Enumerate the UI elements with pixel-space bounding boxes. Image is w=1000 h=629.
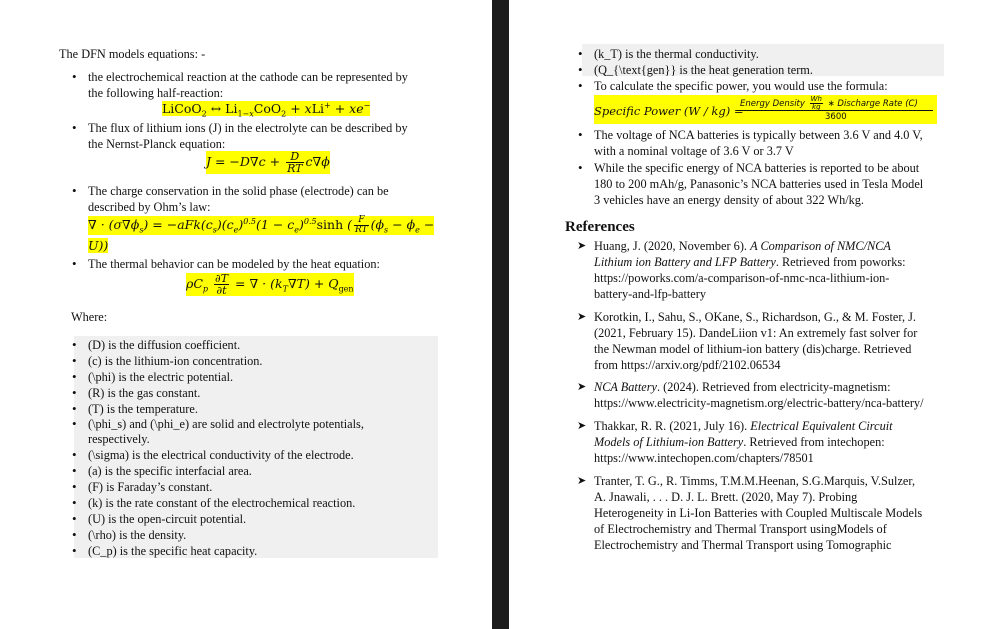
ohms-law-equation-line1: ∇ · $(\sigma\nabla\phi_s) = -aFk(c_s)(c_e)^{0.5}(1 - c_e)^{0.5}\sinh$ ( $\frac{F}{RT}$ ($\phi_s - \phi_e$ − (88, 215, 435, 235)
ref-tranter-line2: A. Jnawali, . . . D. J. L. Brett. (2020, May 7). Probing (594, 490, 858, 504)
ref-korotkin-url[interactable]: from https://arxiv.org/pdf/2102.06534 (594, 358, 781, 372)
ref-thakkar-title: Electrical Equivalent Circuit (750, 419, 893, 433)
ref-huang-url[interactable]: https://poworks.com/a-comparison-of-nmc-nca-lithium-ion- (594, 271, 890, 285)
ref-korotkin-line2: (2021, February 15). DandeLiion v1: An extremely fast solver for (594, 326, 918, 340)
def-heat-generation: • (Q_{\text{gen}} is the heat generation term. (594, 62, 813, 78)
ref-thakkar-title-cont: Models of Lithium-ion Battery (594, 435, 744, 449)
bullet-charge-conservation: • The charge conservation in the solid phase (electrode) can be (88, 183, 389, 199)
ref-huang (594, 238, 891, 254)
document-page-right (509, 0, 1000, 629)
formula-denominator: 3600 (825, 112, 847, 122)
ref-huang-url-cont[interactable]: battery-and-lfp-battery (594, 287, 706, 301)
bullet-charge-conservation-cont: described by Ohm’s law: (88, 200, 211, 214)
ref-huang-source: . Retrieved from poworks: (775, 255, 906, 269)
ref-tranter-line3: Heterogeneity in Li-Ion Batteries with Coupled Multiscale Models (594, 506, 923, 520)
bullet-cathode-reaction: • the electrochemical reaction at the cathode can be represented by (88, 69, 408, 85)
def-rate-constant: • (k) is the rate constant of the electrochemical reaction. (88, 495, 355, 511)
def-concentration: • (c) is the lithium-ion concentration. (88, 353, 263, 369)
heat-equation: $\rho C_p$ $\frac{\partial T}{\partial t}$ = ∇ · $(k_T\nabla T) + Q_{gen}$ (186, 272, 354, 297)
def-thermal-conductivity: • (k_T) is the thermal conductivity. (594, 46, 759, 62)
ref-thakkar-url[interactable]: https://www.intechopen.com/chapters/78501 (594, 451, 814, 465)
page-gap (492, 0, 509, 629)
def-solid-electrolyte-potentials-cont: respectively. (88, 432, 150, 446)
ref-korotkin: ➤ Korotkin, I., Sahu, S., OKane, S., Richardson, G., & M. Foster, J. (594, 309, 916, 325)
def-diffusion: • (D) is the diffusion coefficient. (88, 337, 240, 353)
ref-thakkar-source: . Retrieved from intechopen: (743, 435, 885, 449)
bullet-thermal: • The thermal behavior can be modeled by the heat equation: (88, 256, 380, 272)
def-potential: • (\phi) is the electric potential. (88, 369, 233, 385)
formula-fraction-bar (737, 110, 933, 111)
bullet-cathode-reaction-cont: the following half-reaction: (88, 86, 224, 100)
ref-huang-line2 (594, 254, 906, 270)
formula-numerator (740, 95, 918, 111)
def-solid-electrolyte-potentials: • (\phi_s) and (\phi_e) are solid and electrolyte potentials, (88, 416, 364, 432)
def-gas-constant: • (R) is the gas constant. (88, 385, 200, 401)
ref-korotkin-line3: the Newman model of lithium-ion battery (dis)charge. Retrieved (594, 342, 912, 356)
bullet-voltage-cont: with a nominal voltage of 3.6 V or 3.7 V (594, 144, 794, 158)
where-label: Where: (71, 310, 108, 324)
bullet-specific-energy-cont2: 3 vehicles have an energy density of about 322 Wh/kg. (594, 193, 865, 207)
ref-nca-battery (594, 379, 891, 395)
ref-nca-url[interactable]: https://www.electricity-magnetism.org/electric-battery/nca-battery/ (594, 396, 924, 410)
def-density: • (\rho) is the density. (88, 527, 186, 543)
nernst-planck-equation: J = −D∇c + $\frac{D}{RT}$ c∇ϕ (206, 150, 330, 175)
formula-kg: kg (812, 102, 821, 111)
references-heading: References (565, 219, 635, 235)
bullet-specific-energy-cont1: 180 to 200 mAh/g, Panasonic’s NCA batteries used in Tesla Model (594, 177, 924, 191)
specific-power-formula (594, 95, 937, 124)
def-open-circuit: • (U) is the open-circuit potential. (88, 511, 246, 527)
ref-tranter: ➤ Tranter, T. G., R. Timms, T.M.M.Heenan, S.G.Marquis, V.Sulzer, (594, 473, 915, 489)
ref-thakkar (594, 418, 893, 434)
ref-tranter-line4: of Electrochemistry and Thermal Transport usingModels of (594, 522, 887, 536)
ref-nca-title: NCA Battery (594, 380, 657, 394)
intro-text: The DFN models equations: - (59, 47, 206, 61)
ref-thakkar-author: Thakkar, R. R. (2021, July 16). (594, 419, 751, 433)
ref-huang-title-cont: Lithium ion Battery and LFP Battery (594, 255, 776, 269)
ref-huang-author: Huang, J. (2020, November 6). (594, 239, 751, 253)
formula-energy-density: Energy Density (740, 99, 805, 109)
def-heat-capacity: • (C_p) is the specific heat capacity. (88, 543, 257, 559)
def-faraday: • (F) is Faraday’s constant. (88, 479, 212, 495)
formula-wh: Wh (810, 94, 822, 103)
ref-tranter-line5: Electrochemistry and Thermal Transport using Tomographic (594, 538, 892, 552)
bullet-flux: • The flux of lithium ions (J) in the electrolyte can be described by (88, 120, 408, 136)
bullet-voltage: • The voltage of NCA batteries is typically between 3.6 V and 4.0 V, (594, 127, 923, 143)
bullet-specific-power: • To calculate the specific power, you would use the formula: (594, 78, 888, 94)
def-conductivity: • (\sigma) is the electrical conductivity of the electrode. (88, 447, 354, 463)
bullet-flux-cont: the Nernst-Planck equation: (88, 137, 226, 151)
formula-discharge-rate: ∗ Discharge Rate (C) (827, 99, 918, 109)
def-temperature: • (T) is the temperature. (88, 401, 198, 417)
half-reaction-equation: LiCoO$_2$ ↔ $Li_{1-x}CoO_2 + xLi^+ + xe^-$ (162, 100, 371, 119)
ref-thakkar-line2 (594, 434, 885, 450)
def-interfacial-area: • (a) is the specific interfacial area. (88, 463, 252, 479)
ref-huang-title: A Comparison of NMC/NCA (750, 239, 891, 253)
bullet-specific-energy: • While the specific energy of NCA batteries is reported to be about (594, 160, 919, 176)
ohms-law-equation-line2: U)) (88, 238, 109, 253)
ref-nca-source: . (2024). Retrieved from electricity-magnetism: (656, 380, 891, 394)
document-page-left (0, 0, 492, 629)
formula-lhs: Specific Power (W / kg) = (594, 104, 744, 118)
